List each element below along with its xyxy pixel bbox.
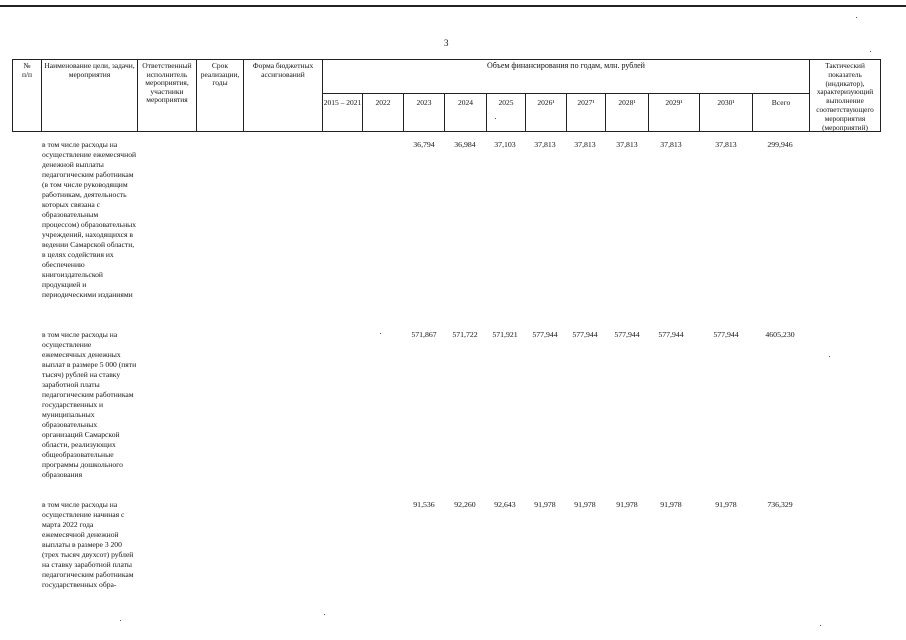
row-3-description: в том числе расходы на осуществление начиная с марта 2022 года ежемесячной денежной выплаты в размере 3 200 (трех тысяч двухсот) рублей на ставку заработной платы педагогическим работникам государственных обра- [42, 500, 134, 589]
row-3-value-2024: 92,260 [454, 500, 476, 509]
scan-speck [856, 17, 857, 18]
row-1-value-2030: 37,813 [715, 140, 737, 149]
year-2028: 2028¹ [618, 98, 636, 107]
row-1-value-2028: 37,813 [616, 140, 638, 149]
row-2-value-2028: 577,944 [614, 330, 640, 339]
row-1-value-2024: 36,984 [454, 140, 476, 149]
scan-speck [495, 118, 496, 119]
header-indicator: Тактический показатель (индикатор), характеризующий выполнение соответствующего мероприятия (мероприятий) [816, 61, 874, 132]
row-1-value-2025: 37,103 [494, 140, 516, 149]
year-2025: 2025 [498, 98, 514, 107]
row-2-value-2029: 577,944 [658, 330, 684, 339]
year-2024: 2024 [458, 98, 473, 107]
row-2-description: в том числе расходы на осуществление ежемесячных денежных выплат в размере 5 000 (пяти тысяч) рублей на ставку заработной платы педагогическим работникам государственных и муниципальных образовательных организаций Самарской области, реализующих общеобразовательные программы дошкольного образования [42, 330, 137, 479]
header-name: Наименование цели, задачи, мероприятия [44, 61, 135, 79]
row-2-value-total: 4605,230 [765, 330, 795, 339]
row-2-value-2024: 571,722 [452, 330, 478, 339]
row-1-value-2027: 37,813 [574, 140, 596, 149]
row-1-description: в том числе расходы на осуществление ежемесячной денежной выплаты педагогическим работникам (в том числе руководящим работникам, деятельность которых связана с образовательным процессом) образовательных учреждений, находящихся в ведении Самарской области, в целях содействия их обеспечению книгоиздательской продукцией и периодическими изданиями [42, 140, 137, 299]
year-2029: 2029¹ [665, 98, 683, 107]
year-total: Всего [771, 98, 791, 107]
page-number: 3 [444, 38, 449, 48]
top-border [0, 5, 906, 7]
row-1-value-2029: 37,813 [660, 140, 682, 149]
header-num: № п/п [21, 61, 33, 79]
scan-speck [829, 356, 830, 357]
header-responsible: Ответственный исполнитель мероприятия, участники мероприятия [142, 61, 192, 104]
year-2022: 2022 [375, 98, 391, 107]
table-top-line [12, 59, 880, 60]
scan-speck [820, 625, 821, 626]
row-1-value-total: 299,946 [767, 140, 793, 149]
year-2026: 2026¹ [537, 98, 555, 107]
scan-speck [324, 614, 325, 615]
vline-1 [41, 59, 42, 132]
row-1-value-2026: 37,813 [534, 140, 556, 149]
year-2027: 2027¹ [577, 98, 595, 107]
year-2023: 2023 [416, 98, 432, 107]
row-3-value-2027: 91,978 [574, 500, 596, 509]
table-header-bottom-line [12, 131, 880, 132]
row-3-value-2023: 91,536 [413, 500, 435, 509]
row-2-value-2030: 577,944 [713, 330, 739, 339]
row-3-value-2025: 92,643 [494, 500, 516, 509]
scan-speck [380, 333, 381, 334]
header-period: Срок реализации, годы [200, 61, 240, 87]
header-form: Форма бюджетных ассигнований [252, 61, 314, 79]
row-3-value-2029: 91,978 [660, 500, 682, 509]
row-3-value-2028: 91,978 [616, 500, 638, 509]
header-volume: Объем финансирования по годам, млн. рублей [487, 61, 645, 70]
year-2015-2021: 2015 – 2021 [323, 98, 362, 107]
year-2030: 2030¹ [717, 98, 735, 107]
row-2-value-2027: 577,944 [572, 330, 598, 339]
row-3-value-2030: 91,978 [715, 500, 737, 509]
row-3-value-2026: 91,978 [534, 500, 556, 509]
row-2-value-2025: 571,921 [492, 330, 518, 339]
row-2-value-2023: 571,867 [411, 330, 437, 339]
row-3-value-total: 736,329 [767, 500, 793, 509]
row-2-value-2026: 577,944 [532, 330, 558, 339]
scan-speck [870, 51, 871, 52]
row-1-value-2023: 36,794 [413, 140, 435, 149]
vline-7 [880, 59, 881, 132]
scan-speck [120, 620, 121, 621]
